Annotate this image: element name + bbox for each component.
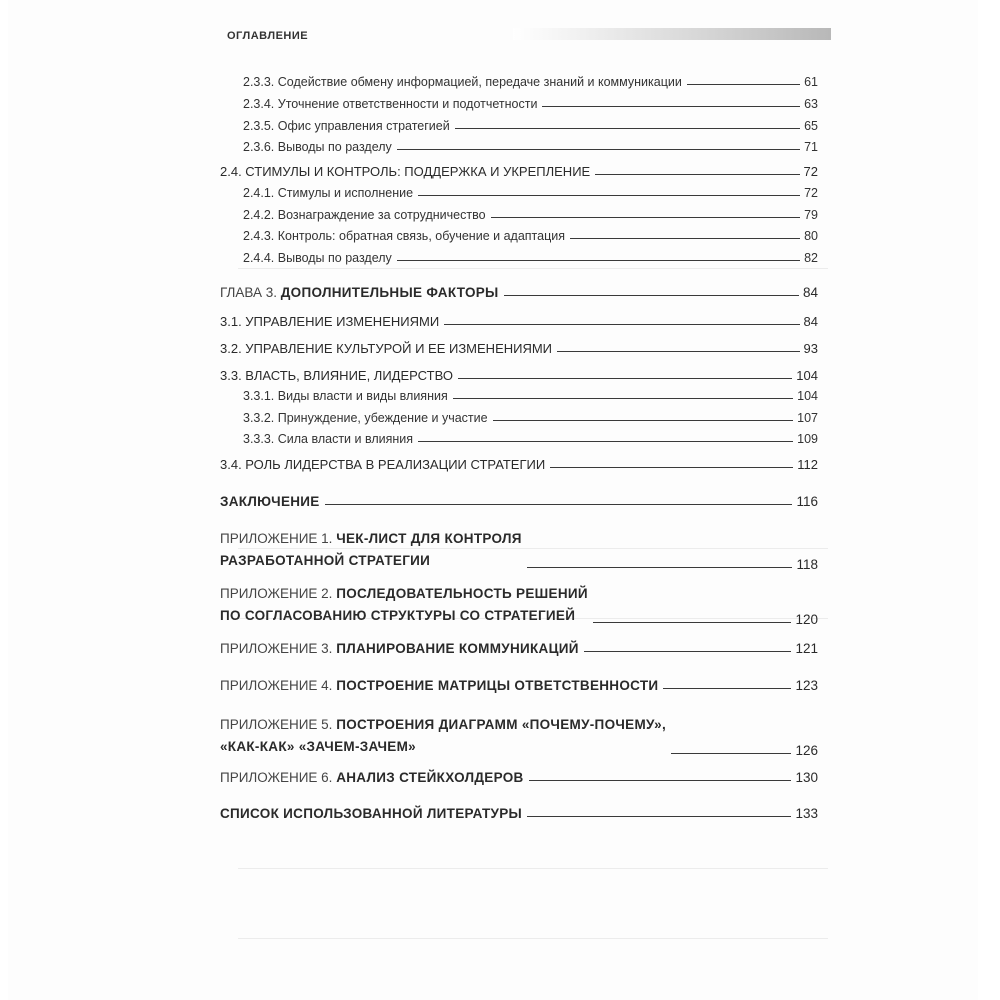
dot-leader — [397, 260, 800, 261]
toc-page-number: 72 — [804, 186, 818, 200]
toc-entry[interactable] — [243, 251, 818, 265]
toc-page-number: 93 — [803, 341, 818, 356]
toc-entry-title: 2.3.4. Уточнение ответственности и подотчетности — [243, 97, 538, 111]
toc-page-number: 133 — [795, 806, 818, 821]
toc-appendix-entry[interactable] — [220, 714, 818, 758]
dot-leader — [529, 780, 792, 781]
dot-leader — [504, 295, 799, 296]
dot-leader — [663, 688, 791, 689]
dot-leader — [595, 174, 799, 175]
dot-leader — [542, 106, 800, 107]
toc-entry-title: 2.4.2. Вознаграждение за сотрудничество — [243, 208, 486, 222]
toc-page-number: 120 — [795, 612, 818, 627]
toc-entry[interactable] — [243, 411, 818, 425]
dot-leader — [550, 467, 793, 468]
dot-leader — [671, 753, 791, 754]
dot-leader — [453, 398, 793, 399]
toc-appendix-label: ПРИЛОЖЕНИЕ 6. — [220, 770, 333, 785]
toc-entry-title: 2.3.6. Выводы по разделу — [243, 140, 392, 154]
toc-page-number: 109 — [797, 432, 818, 446]
toc-page-number: 63 — [804, 97, 818, 111]
toc-entry-title: ДОПОЛНИТЕЛЬНЫЕ ФАКТОРЫ — [280, 285, 499, 300]
toc-entry-title: 2.4.4. Выводы по разделу — [243, 251, 392, 265]
toc-entry[interactable] — [243, 119, 818, 133]
toc-page-number: 84 — [802, 285, 818, 300]
dot-leader — [418, 195, 800, 196]
toc-entry-title: 3.3.2. Принуждение, убеждение и участие — [243, 411, 488, 425]
toc-entry-title: 2.4. СТИМУЛЫ И КОНТРОЛЬ: ПОДДЕРЖКА И УКРЕПЛЕНИЕ — [220, 164, 591, 179]
dot-leader — [687, 84, 800, 85]
dot-leader — [570, 238, 800, 239]
toc-entry[interactable] — [220, 457, 818, 472]
toc-entry-title: 3.1. УПРАВЛЕНИЕ ИЗМЕНЕНИЯМИ — [220, 314, 440, 329]
toc-entry-title: ЗАКЛЮЧЕНИЕ — [220, 494, 320, 509]
dot-leader — [444, 324, 799, 325]
toc-appendix-entry[interactable] — [220, 678, 818, 693]
toc-entry-title: АНАЛИЗ СТЕЙКХОЛДЕРОВ — [336, 770, 524, 785]
dot-leader — [325, 504, 793, 505]
toc-entry-title-line2: «КАК-КАК» «ЗАЧЕМ-ЗАЧЕМ» — [220, 739, 416, 754]
toc-entry-title: 2.3.5. Офис управления стратегией — [243, 119, 450, 133]
toc-entry[interactable] — [220, 341, 818, 356]
toc-appendix-label: ПРИЛОЖЕНИЕ 3. — [220, 641, 333, 656]
toc-entry[interactable] — [243, 140, 818, 154]
dot-leader — [527, 567, 793, 568]
toc-page-number: 104 — [797, 389, 818, 403]
toc-entry-title: 2.3.3. Содействие обмену информацией, передаче знаний и коммуникации — [243, 75, 682, 89]
toc-entry[interactable] — [243, 208, 818, 222]
toc-page-number: 118 — [796, 557, 818, 572]
toc-page-number: 116 — [796, 494, 818, 509]
toc-entry[interactable] — [243, 432, 818, 446]
toc-chapter-entry[interactable] — [220, 285, 818, 300]
toc-page-number: 123 — [795, 678, 818, 693]
toc-entry-title-line2: РАЗРАБОТАННОЙ СТРАТЕГИИ — [220, 553, 431, 568]
dot-leader — [491, 217, 801, 218]
dot-leader — [418, 441, 793, 442]
toc-page-number: 65 — [804, 119, 818, 133]
toc-page-number: 112 — [797, 457, 818, 472]
toc-page-number: 82 — [804, 251, 818, 265]
running-header-title: ОГЛАВЛЕНИЕ — [227, 30, 309, 42]
toc-page-number: 61 — [804, 75, 818, 89]
toc-entry-title: ПЛАНИРОВАНИЕ КОММУНИКАЦИЙ — [336, 641, 579, 656]
dot-leader — [584, 651, 792, 652]
toc-page-number: 79 — [804, 208, 818, 222]
toc-appendix-entry[interactable] — [220, 770, 818, 785]
dot-leader — [593, 622, 792, 623]
toc-entry[interactable] — [220, 314, 818, 329]
dot-leader — [397, 149, 800, 150]
dot-leader — [493, 420, 794, 421]
toc-appendix-entry[interactable] — [220, 528, 818, 572]
toc-entry-title: 3.2. УПРАВЛЕНИЕ КУЛЬТУРОЙ И ЕЕ ИЗМЕНЕНИЯМИ — [220, 341, 553, 356]
toc-entry-title: 2.4.1. Стимулы и исполнение — [243, 186, 414, 200]
toc-appendix-entry[interactable] — [220, 641, 818, 656]
toc-entry-title: 3.4. РОЛЬ ЛИДЕРСТВА В РЕАЛИЗАЦИИ СТРАТЕГИИ — [220, 457, 546, 472]
toc-entry-title: ПОСТРОЕНИЕ МАТРИЦЫ ОТВЕТСТВЕННОСТИ — [336, 678, 659, 693]
toc-entry[interactable] — [243, 75, 818, 89]
toc-page-number: 72 — [803, 164, 818, 179]
toc-entry[interactable] — [220, 368, 818, 383]
toc-entry[interactable] — [243, 97, 818, 111]
toc-page-number: 130 — [795, 770, 818, 785]
dot-leader — [458, 378, 792, 379]
toc-entry-title: 3.3.3. Сила власти и влияния — [243, 432, 414, 446]
toc-entry-title: 2.4.3. Контроль: обратная связь, обучение и адаптация — [243, 229, 565, 243]
dot-leader — [527, 816, 791, 817]
toc-page-number: 84 — [803, 314, 818, 329]
toc-chapter-entry[interactable] — [220, 806, 818, 821]
toc-appendix-label: ПРИЛОЖЕНИЕ 2. — [220, 586, 333, 601]
toc-page-number: 80 — [804, 229, 818, 243]
toc-chapter-entry[interactable] — [220, 494, 818, 509]
toc-entry-title: ПОСТРОЕНИЯ ДИАГРАММ «ПОЧЕМУ-ПОЧЕМУ», — [336, 717, 667, 732]
toc-appendix-label: ПРИЛОЖЕНИЕ 5. — [220, 717, 333, 732]
toc-appendix-label: ПРИЛОЖЕНИЕ 1. — [220, 531, 333, 546]
toc-appendix-entry[interactable] — [220, 583, 818, 627]
dot-leader — [455, 128, 800, 129]
toc-entry-title: 3.3.1. Виды власти и виды влияния — [243, 389, 448, 403]
toc-entry-title: 3.3. ВЛАСТЬ, ВЛИЯНИЕ, ЛИДЕРСТВО — [220, 368, 453, 383]
toc-entry[interactable] — [243, 389, 818, 403]
toc-page-number: 126 — [795, 743, 818, 758]
toc-page-number: 71 — [804, 140, 818, 154]
toc-entry[interactable] — [220, 164, 818, 179]
toc-page-number: 104 — [796, 368, 818, 383]
toc-appendix-label: ПРИЛОЖЕНИЕ 4. — [220, 678, 333, 693]
toc-entry[interactable] — [243, 229, 818, 243]
toc-entry-title: ПОСЛЕДОВАТЕЛЬНОСТЬ РЕШЕНИЙ — [336, 586, 588, 601]
toc-page-number: 121 — [795, 641, 818, 656]
dot-leader — [557, 351, 800, 352]
toc-entry-title-line2: ПО СОГЛАСОВАНИЮ СТРУКТУРЫ СО СТРАТЕГИЕЙ — [220, 608, 576, 623]
toc-chapter-label: ГЛАВА 3. — [220, 285, 277, 300]
toc-entry-title: СПИСОК ИСПОЛЬЗОВАННОЙ ЛИТЕРАТУРЫ — [220, 806, 523, 821]
toc-entry[interactable] — [243, 186, 818, 200]
toc-entry-title: ЧЕК-ЛИСТ ДЛЯ КОНТРОЛЯ — [336, 531, 522, 546]
toc-page-number: 107 — [797, 411, 818, 425]
